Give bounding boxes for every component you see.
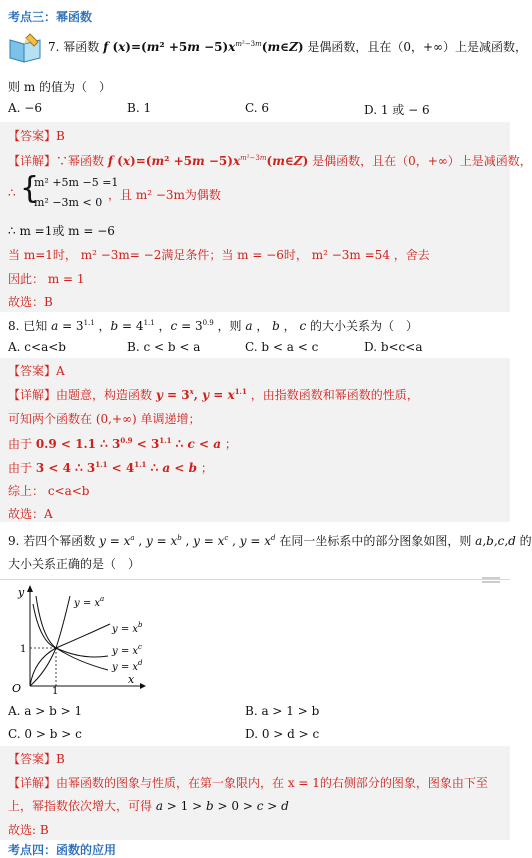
q9-answer: 【答案】B xyxy=(8,752,65,766)
q7-system-line2: m² −3m < 0 xyxy=(34,196,103,209)
q7-stem-line2: 则 m 的值为（ ） xyxy=(8,80,112,94)
y-one-label: 1 xyxy=(20,644,27,655)
q7-check-line: 当 m=1时， m² −3m= −2满足条件；当 m = −6时， m² −3m =54 ，舍去 xyxy=(8,248,430,262)
y-axis-arrow-icon xyxy=(27,585,33,592)
q9-option-b: B. a > 1 > b xyxy=(245,704,320,718)
q7-conclusion: 因此： m = 1 xyxy=(8,272,85,286)
book-icon xyxy=(8,32,44,64)
origin-label: O xyxy=(12,682,22,695)
q8-option-c: C. b < a < c xyxy=(245,340,319,354)
q9-stem-line1: 9. 若四个幂函数 $y = x^a$ , $y = x^b$ , $y = x^c$ , $y = x^d$ 在同一坐标系中的部分图象如图，则 a,b,c,d 的 xyxy=(8,534,532,548)
q7-option-c: C. 6 xyxy=(245,101,270,115)
q8-detail-line1: 【详解】由题意，构造函数 $y = 3^x$, $y = x^{1.1}$ ，由指数函数和幂函数的性质， xyxy=(8,387,419,402)
resize-handle-icon xyxy=(480,575,502,585)
q8-option-b: B. c < b < a xyxy=(127,340,201,354)
q8-detail-line4: 由于 3 < 4 ∴ $3^{1.1} < 4^{1.1}$ ∴ a < b ； xyxy=(8,460,213,475)
x-axis-label: x xyxy=(128,673,135,686)
label-y-xc: $y = x^c$ xyxy=(112,643,142,657)
q9-solution-panel xyxy=(0,746,510,840)
q7-option-b: B. 1 xyxy=(127,101,152,115)
q9-power-function-graph xyxy=(4,582,154,697)
y-axis-label: y xyxy=(18,586,25,599)
q7-choose: 故选：B xyxy=(8,295,53,309)
label-y-xd: $y = x^d$ xyxy=(112,659,143,673)
section-heading-3: 考点三：幂函数 xyxy=(8,10,93,24)
x-one-label: 1 xyxy=(52,686,59,697)
q9-stem-line2: 大小关系正确的是（ ） xyxy=(8,557,141,571)
label-y-xb: $y = x^b$ xyxy=(112,621,143,635)
q8-answer: 【答案】A xyxy=(8,364,65,378)
q8-stem: 8. 已知 $a = 3^{1.1}$ ，$b = 4^{1.1}$ ，$c = 3^{0.9}$ ，则 a ， b ， c 的大小关系为（ ） xyxy=(8,319,419,333)
q7-system-suffix: ，且 m² −3m为偶数 xyxy=(108,188,221,202)
x-axis-arrow-icon xyxy=(140,683,146,689)
divider xyxy=(0,579,510,580)
q8-option-a: A. c<a<b xyxy=(8,340,66,354)
q8-choose: 故选：A xyxy=(8,507,53,521)
q9-option-a: A. a > b > 1 xyxy=(8,704,83,718)
q8-detail-line3: 由于 0.9 < 1.1 ∴ $3^{0.9} < 3^{1.1}$ ∴ c < a ； xyxy=(8,436,237,451)
q7-therefore: ∴ xyxy=(8,186,16,200)
q7-option-a: A. −6 xyxy=(8,101,42,115)
q8-detail-line2: 可知两个函数在 (0,+∞) 单调递增； xyxy=(8,412,201,426)
q9-option-d: D. 0 > d > c xyxy=(245,727,320,741)
q7-system-line1: m² +5m −5 =1 xyxy=(34,176,119,189)
q8-detail-line5: 综上： c<a<b xyxy=(8,484,90,498)
q9-detail-line1: 【详解】由幂函数的图象与性质，在第一象限内，在 x = 1的右侧部分的图象，图象由下至 xyxy=(8,776,488,790)
q9-choose: 故选: B xyxy=(8,823,49,837)
q7-option-d: D. 1 或 − 6 xyxy=(364,103,430,117)
label-y-xa: $y = x^a$ xyxy=(74,595,105,609)
curve-d xyxy=(33,604,108,670)
q7-stem-line1: 7. 幂函数 f $(x)=(m^2 +5m -5)x^{m^2-3m}(m\in Z)$ 是偶函数，且在（0，+∞）上是减函数， xyxy=(48,40,528,54)
q7-detail-line1: 【详解】∵幂函数 f $(x)=(m^2 +5m -5)x^{m^2-3m}(m\in Z)$ 是偶函数，且在（0，+∞）上是减函数， xyxy=(8,154,532,168)
q9-detail-line2: 上，幂指数依次增大，可得 a > 1 > b > 0 > c > d xyxy=(8,799,289,813)
section-heading-4: 考点四：函数的应用 xyxy=(8,843,117,857)
q7-answer: 【答案】B xyxy=(8,129,65,143)
brace-icon: { xyxy=(20,171,40,206)
q8-option-d: D. b<c<a xyxy=(364,340,423,354)
q9-option-c: C. 0 > b > c xyxy=(8,727,82,741)
q7-m-values: ∴ m =1或 m = −6 xyxy=(8,224,115,238)
